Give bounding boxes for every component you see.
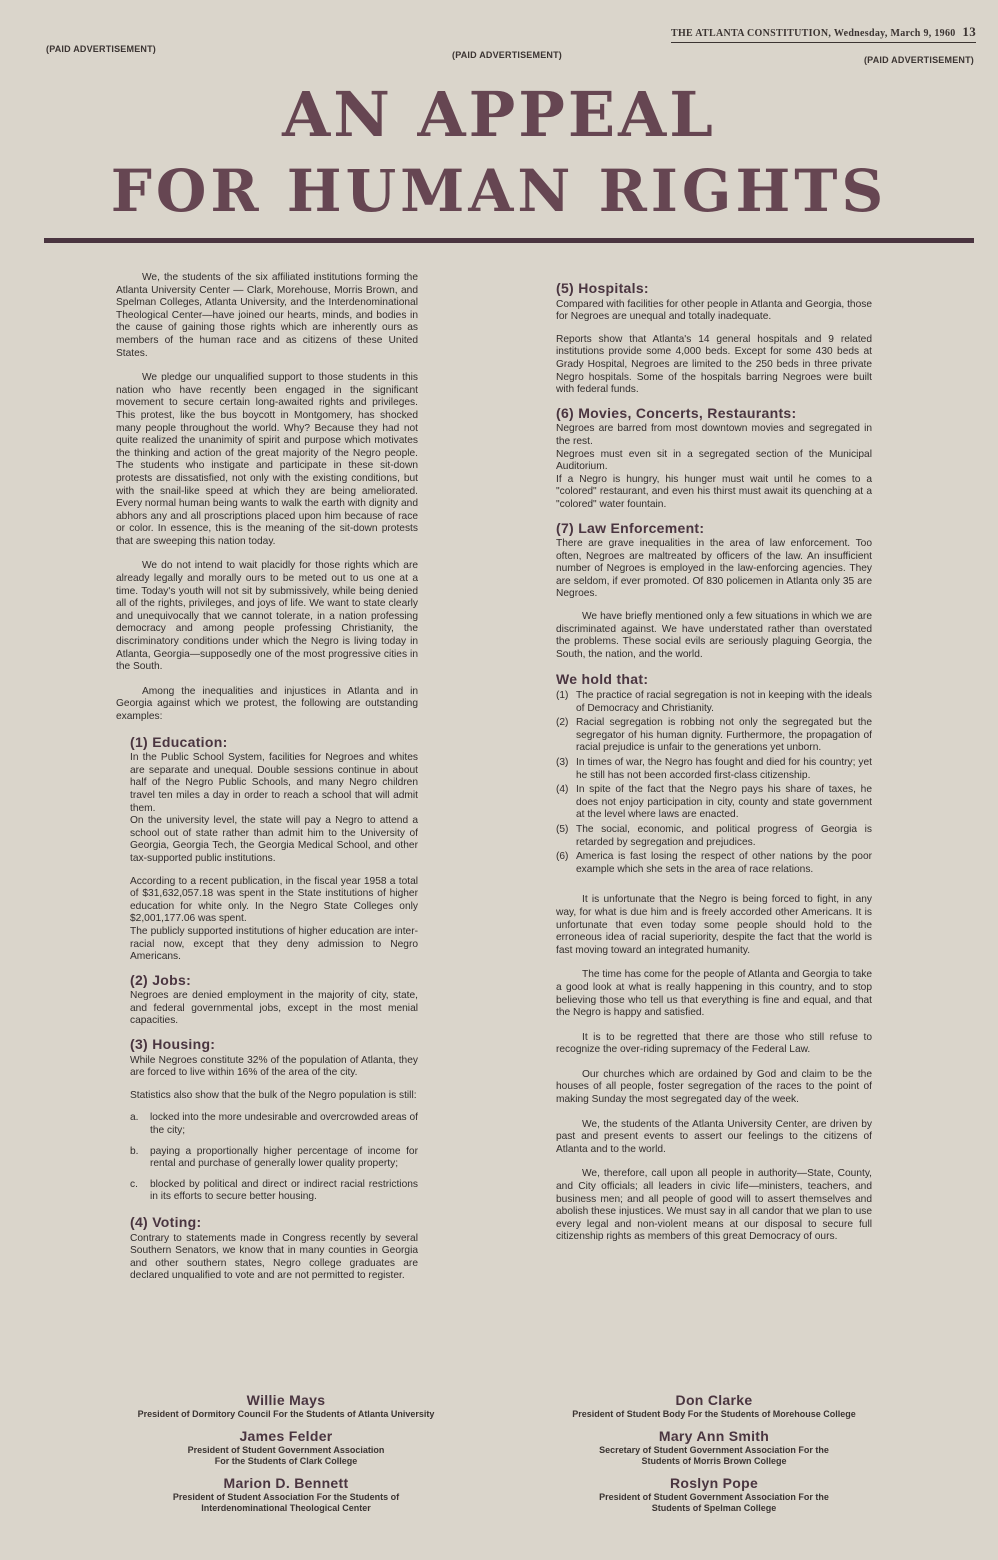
movies-paragraph: If a Negro is hungry, his hunger must wait until he comes to a "colored" restaurant, and even his thirst must await its quenching at a "colored" water fountain. — [556, 473, 872, 510]
jobs-heading: (2) Jobs: — [130, 971, 192, 988]
signatures-right — [514, 1392, 914, 1522]
intro-paragraph: We, the students of the six affiliated institutions forming the Atlanta University Center — Clark, Morehouse, Morris Brown, and Spelman Colleges, Atlanta University, and the Interdenominational Theological Center—have joined our hearts, minds, and bodies in the cause of gaining those rights which are inherently ours as members of the human race and as citizens of these United States. — [116, 272, 418, 359]
law-section — [556, 538, 872, 601]
list-marker: c. — [130, 1178, 138, 1190]
list-marker: (4) — [556, 784, 569, 796]
paid-advertisement-label-right: (PAID ADVERTISEMENT) — [863, 55, 974, 65]
housing-paragraph: While Negroes constitute 32% of the population of Atlanta, they are forced to live within 16% of the area of the city. — [130, 1054, 418, 1079]
signatory-title: Secretary of Student Government Association For the Students of Morris Brown College — [599, 1445, 829, 1466]
signature-block — [514, 1475, 914, 1514]
masthead-text: THE ATLANTA CONSTITUTION, Wednesday, March 9, 1960 — [670, 28, 956, 39]
list-text: The practice of racial segregation is not in keeping with the ideals of Democracy and Christianity. — [576, 690, 872, 714]
closing-paragraph: We, therefore, call upon all people in authority—State, County, and City officials; all leaders in civic life—ministers, teachers, and business men; and all people of good will to assert themselves and abolish these injustices. We must say in all candor that we plan to use every legal and non-violent means at our disposal to secure full citizenship rights as members of this great Democracy of ours. — [556, 1168, 872, 1243]
list-marker: b. — [130, 1145, 139, 1157]
page-number: 13 — [962, 24, 976, 39]
list-item — [130, 1146, 418, 1171]
signature-block — [86, 1475, 486, 1514]
intro-paragraph: We do not intend to wait placidly for those rights which are already legally and morally ours to be meted out to us one at a time. Today's youth will not sit by submissively, while being denied all of the rights, privileges, and joys of life. We want to state clearly and unequivocally that we cannot tolerate, in a nation professing democracy and among people professing Christianity, the discriminatory conditions under which the Negro is living today in Atlanta, Georgia—supposedly one of the most progressive cities in the South. — [116, 560, 418, 673]
headline-line-2: FOR HUMAN RIGHTS — [110, 157, 888, 225]
signatory-name: Roslyn Pope — [669, 1475, 759, 1491]
signatory-name: Don Clarke — [675, 1392, 753, 1408]
signature-block — [514, 1428, 914, 1467]
housing-paragraph: Statistics also show that the bulk of the Negro population is still: — [130, 1089, 417, 1101]
voting-paragraph: Contrary to statements made in Congress recently by several Southern Senators, we know that in many counties in Georgia and other southern states, Negro college graduates are declared unqualified to vote and are not permitted to register. — [130, 1232, 418, 1282]
list-marker: (6) — [556, 851, 569, 863]
education-paragraph: According to a recent publication, in the fiscal year 1958 a total of $31,632,057.18 was spent in the State institutions of higher education for white only. In the Negro State Colleges only $2,001,177.06 was spent. — [130, 875, 418, 925]
list-item — [556, 757, 872, 782]
signatory-name: Marion D. Bennett — [223, 1475, 349, 1491]
list-text: America is fast losing the respect of other nations by the poor example which she sets in the area of race relations. — [576, 851, 872, 875]
list-text: locked into the more undesirable and overcrowded areas of the city; — [150, 1112, 418, 1137]
hospitals-section — [556, 299, 872, 397]
signature-block — [514, 1392, 914, 1420]
intro-paragraph: Among the inequalities and injustices in Atlanta and in Georgia against which we protest, the following are outstanding examples: — [116, 685, 418, 722]
left-column — [116, 272, 418, 1293]
list-item — [130, 1112, 418, 1137]
paid-advertisement-label-center: (PAID ADVERTISEMENT) — [452, 50, 563, 60]
education-section — [130, 752, 418, 964]
closing-paragraph: The time has come for the people of Atlanta and Georgia to take a good look at what is really happening in this country, and to stop believing those who tell us that everything is fine and equal, and that the Negro is happy and satisfied. — [556, 969, 872, 1019]
education-paragraph: In the Public School System, facilities for Negroes and whites are separate and unequal. Double sessions continue in about half of the Negro Public Schools, and many Negro children travel ten miles a day in order to reach a school that will admit them. — [130, 752, 418, 814]
hold-heading: We hold that: — [556, 671, 649, 688]
list-text: paying a proportionally higher percentage of income for rental and purchase of generally lower quality property; — [150, 1145, 418, 1170]
masthead — [671, 24, 976, 43]
signatory-title: President of Student Government Association For the Students of Spelman College — [599, 1492, 829, 1513]
law-heading: (7) Law Enforcement: — [556, 519, 705, 536]
signatures-left — [86, 1392, 486, 1522]
list-marker: (5) — [556, 823, 569, 835]
education-paragraph: The publicly supported institutions of higher education are inter-racial now, except that they deny admission to Negro Americans. — [130, 925, 418, 963]
signature-block — [86, 1392, 486, 1420]
housing-list — [130, 1112, 418, 1204]
closing-paragraph: It is unfortunate that the Negro is being forced to fight, in any way, for what is due him and is freely accorded other Americans. It is unfortunate that even today some people should hold to the erroneous idea of racial superiority, despite the fact that the world is fast moving toward an integrated humanity. — [556, 894, 872, 956]
signatory-name: James Felder — [239, 1428, 333, 1444]
education-paragraph: On the university level, the state will pay a Negro to attend a school out of state rather than admit him to the University of Georgia, Georgia Tech, the Georgia Medical School, and other tax-supported public institutions. — [130, 815, 418, 864]
voting-heading: (4) Voting: — [130, 1214, 202, 1230]
list-item — [556, 717, 872, 755]
closing-paragraph: We, the students of the Atlanta University Center, are driven by past and present events to assert our feelings to the citizens of Atlanta and to the world. — [556, 1118, 872, 1155]
signature-block — [86, 1428, 486, 1467]
list-text: blocked by political and direct or indirect racial restrictions in its efforts to secure better housing. — [150, 1178, 418, 1203]
list-text: Racial segregation is robbing not only the segregated but the segregator of his human dignity. Furthermore, the propagation of racial prejudice is unfair to the generations yet unborn. — [576, 717, 872, 754]
jobs-section — [130, 990, 418, 1028]
hospitals-paragraph: Compared with facilities for other people in Atlanta and Georgia, those for Negroes are unequal and totally inadequate. — [556, 298, 872, 323]
housing-heading: (3) Housing: — [130, 1036, 216, 1053]
list-item — [556, 784, 872, 822]
headline-rule — [44, 238, 974, 243]
paid-advertisement-label-left: (PAID ADVERTISEMENT) — [46, 44, 157, 54]
list-item — [556, 851, 872, 876]
list-marker: (3) — [556, 757, 569, 768]
signatory-title: President of Student Body For the Students of Morehouse College — [572, 1409, 856, 1419]
list-item — [556, 690, 872, 715]
list-marker: (2) — [556, 717, 569, 729]
intro-paragraph: We pledge our unqualified support to those students in this nation who have recently been engaged in the significant movement to secure certain long-awaited rights and privileges. This protest, like the bus boycott in Montgomery, has shocked many people throughout the world. Why? Because they had not quite realized the unanimity of spirit and purpose which motivates the thinking and action of the great majority of the Negro people. The students who instigate and participate in these sit-down protests are dissatisfied, not only with the existing conditions, but with the snail-like speed at which they are being ameliorated. Every normal human being wants to walk the earth with dignity and abhors any and all proscriptions placed upon him because of race or color. In essence, this is the meaning of the sit-down protests that are sweeping this nation today. — [116, 372, 418, 547]
jobs-paragraph: Negroes are denied employment in the majority of city, state, and federal governmental jobs, except in the most menial capacities. — [130, 990, 418, 1027]
signatory-name: Willie Mays — [246, 1392, 326, 1408]
list-marker: (1) — [556, 690, 569, 702]
list-text: The social, economic, and political progress of Georgia is retarded by segregation and prejudices. — [576, 823, 872, 848]
right-column — [556, 272, 872, 1256]
signatory-name: Mary Ann Smith — [658, 1428, 770, 1444]
headline-line-1: AN APPEAL — [282, 78, 716, 151]
movies-section — [556, 423, 872, 511]
closing-paragraph: Our churches which are ordained by God and claim to be the houses of all people, foster segregation of the races to the point of making Sunday the most segregated day of the week. — [556, 1068, 872, 1106]
law-paragraph: There are grave inequalities in the area of law enforcement. Too often, Negroes are maltreated by officers of the law. An insufficient number of Negroes is employed in the law-enforcing agencies. They are seldom, if ever promoted. Of 830 policemen in Atlanta only 35 are Negroes. — [556, 538, 872, 600]
signatory-title: President of Dormitory Council For the Students of Atlanta University — [137, 1409, 435, 1419]
hospitals-paragraph: Reports show that Atlanta's 14 general hospitals and 9 related institutions provide some 4,000 beds. Except for some 430 beds at Grady Hospital, Negroes are limited to the 250 beds in three private Negro hospitals. Some of the hospitals barring Negroes were built with federal funds. — [556, 333, 872, 396]
list-item — [130, 1179, 418, 1204]
signatory-title: President of Student Association For the Students of Interdenominational Theological Center — [172, 1492, 400, 1513]
list-text: In times of war, the Negro has fought and died for his country; yet he still has not been accorded first-class citizenship. — [576, 757, 872, 781]
education-heading: (1) Education: — [130, 733, 228, 750]
movies-heading: (6) Movies, Concerts, Restaurants: — [556, 404, 797, 421]
list-item — [556, 824, 872, 849]
closing-paragraph: It is to be regretted that there are those who still refuse to recognize the over-riding supremacy of the Federal Law. — [556, 1031, 872, 1056]
housing-section — [130, 1055, 418, 1204]
list-marker: a. — [130, 1112, 139, 1124]
movies-paragraph: Negroes must even sit in a segregated section of the Municipal Auditorium. — [556, 448, 872, 473]
list-text: In spite of the fact that the Negro pays his share of taxes, he does not enjoy participation in city, county and state government at the level where laws are enacted. — [576, 784, 872, 821]
signatory-title: President of Student Government Association For the Students of Clark College — [187, 1445, 385, 1466]
hold-list — [556, 690, 872, 876]
movies-paragraph: Negroes are barred from most downtown movies and segregated in the rest. — [556, 423, 872, 447]
summary-paragraph: We have briefly mentioned only a few situations in which we are discriminated against. We have understated rather than overstated the problems. These social evils are seriously plaguing Georgia, the South, the nation, and the world. — [556, 611, 872, 660]
hospitals-heading: (5) Hospitals: — [556, 280, 649, 296]
voting-section — [130, 1233, 418, 1283]
